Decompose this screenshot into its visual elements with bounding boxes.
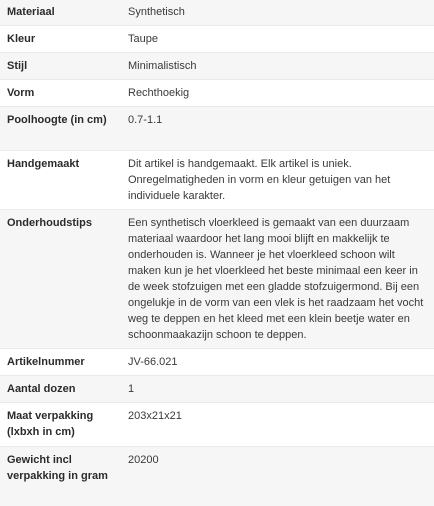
spec-label: Vorm xyxy=(7,87,35,99)
spec-value: 0.7-1.1 xyxy=(128,114,163,126)
spec-row-kleur xyxy=(0,25,434,52)
spec-value: 1 xyxy=(128,383,135,395)
spec-value: Een synthetisch vloerkleed is gemaakt van een duurzaam materiaal waardoor het lang mooi blijft en makkelijk te onderhouden is. Wanneer je het vloerkleed schoon wilt maken kun je het vloerkleed het beste minimaal een keer in de week stofzuigen met een gladde stofzuigermond. Bij een ongelukje in de vorm van een vlek is het raadzaam het vocht weg te deppen en het kleed met een klein beetje water en schoonmaakazijn schoon te deppen. xyxy=(128,217,424,341)
spec-value: Taupe xyxy=(128,33,158,45)
spec-row-aantal-dozen xyxy=(0,375,434,402)
spec-row-maat-verpakking xyxy=(0,402,434,446)
spec-value: 203x21x21 xyxy=(128,410,182,422)
spec-label: Onderhoudstips xyxy=(7,217,92,229)
spec-label: Kleur xyxy=(7,33,36,45)
spec-label: Gewicht incl verpakking in gram xyxy=(7,454,108,482)
spec-label: Handgemaakt xyxy=(7,158,80,170)
spec-row-poolhoogte xyxy=(0,106,434,150)
spec-label: Maat verpakking (lxbxh in cm) xyxy=(7,410,94,438)
spec-label: Stijl xyxy=(7,60,28,72)
spec-row-handgemaakt xyxy=(0,150,434,209)
spec-label: Artikelnummer xyxy=(7,356,85,368)
spec-row-gewicht xyxy=(0,446,434,506)
spec-row-artikelnummer xyxy=(0,348,434,375)
spec-row-onderhoudstips xyxy=(0,209,434,348)
spec-value: 20200 xyxy=(128,454,159,466)
spec-label: Poolhoogte (in cm) xyxy=(7,114,107,126)
spec-value: Rechthoekig xyxy=(128,87,190,99)
spec-value: Dit artikel is handgemaakt. Elk artikel is uniek. Onregelmatigheden in vorm en kleur getuigen van het individuele karakter. xyxy=(128,158,391,202)
spec-row-vorm xyxy=(0,79,434,106)
spec-value: Minimalistisch xyxy=(128,60,197,72)
spec-value: Synthetisch xyxy=(128,6,185,18)
spec-value: JV-66.021 xyxy=(128,356,178,368)
spec-label: Materiaal xyxy=(7,6,55,18)
spec-row-materiaal xyxy=(0,0,434,25)
spec-label: Aantal dozen xyxy=(7,383,76,395)
spec-row-stijl xyxy=(0,52,434,79)
